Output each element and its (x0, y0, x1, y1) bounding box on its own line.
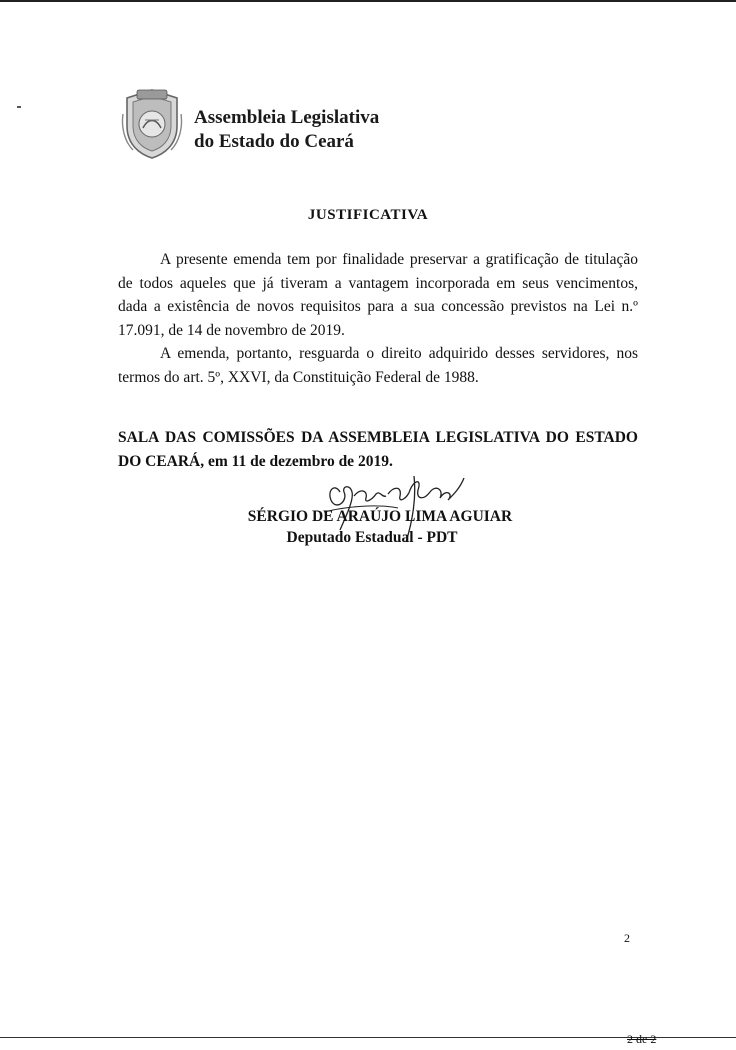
paragraph-1-text: A presente emenda tem por finalidade preservar a gratificação de titulação de todos aqueles que já tiveram a vantagem incorporada em seus vencimentos, dada a existência de novos requisitos para a sua concessão previstos na Lei n.º 17.091, de 14 de novembro de 2019. (118, 251, 638, 339)
signer-role: Deputado Estadual - PDT (286, 529, 458, 546)
top-border-line (0, 0, 736, 2)
page-count: 2 de 2 (627, 1032, 657, 1046)
scan-speck (17, 106, 21, 108)
paragraph-2-text: A emenda, portanto, resguarda o direito adquirido desses servidores, nos termos do art. 5º, XXVI, da Constituição Federal de 1988. (118, 345, 638, 386)
organization-name (194, 106, 379, 154)
page-number: 2 (624, 931, 630, 945)
closing-statement: SALA DAS COMISSÕES DA ASSEMBLEIA LEGISLATIVA DO ESTADO DO CEARÁ, em 11 de dezembro de 2019. (118, 429, 638, 470)
justification-body (118, 248, 638, 389)
organization-name-line-2: do Estado do Ceará (194, 131, 354, 152)
document-title: JUSTIFICATIVA (307, 207, 429, 223)
signer-block (0, 506, 736, 548)
footer-rule (0, 1037, 736, 1038)
organization-name-line-1: Assembleia Legislativa (194, 107, 380, 128)
paragraph-2 (118, 342, 638, 389)
signer-name: SÉRGIO DE ARAÚJO LIMA AGUIAR (247, 508, 513, 525)
paragraph-1 (118, 248, 638, 342)
state-coat-of-arms-icon (121, 88, 183, 160)
